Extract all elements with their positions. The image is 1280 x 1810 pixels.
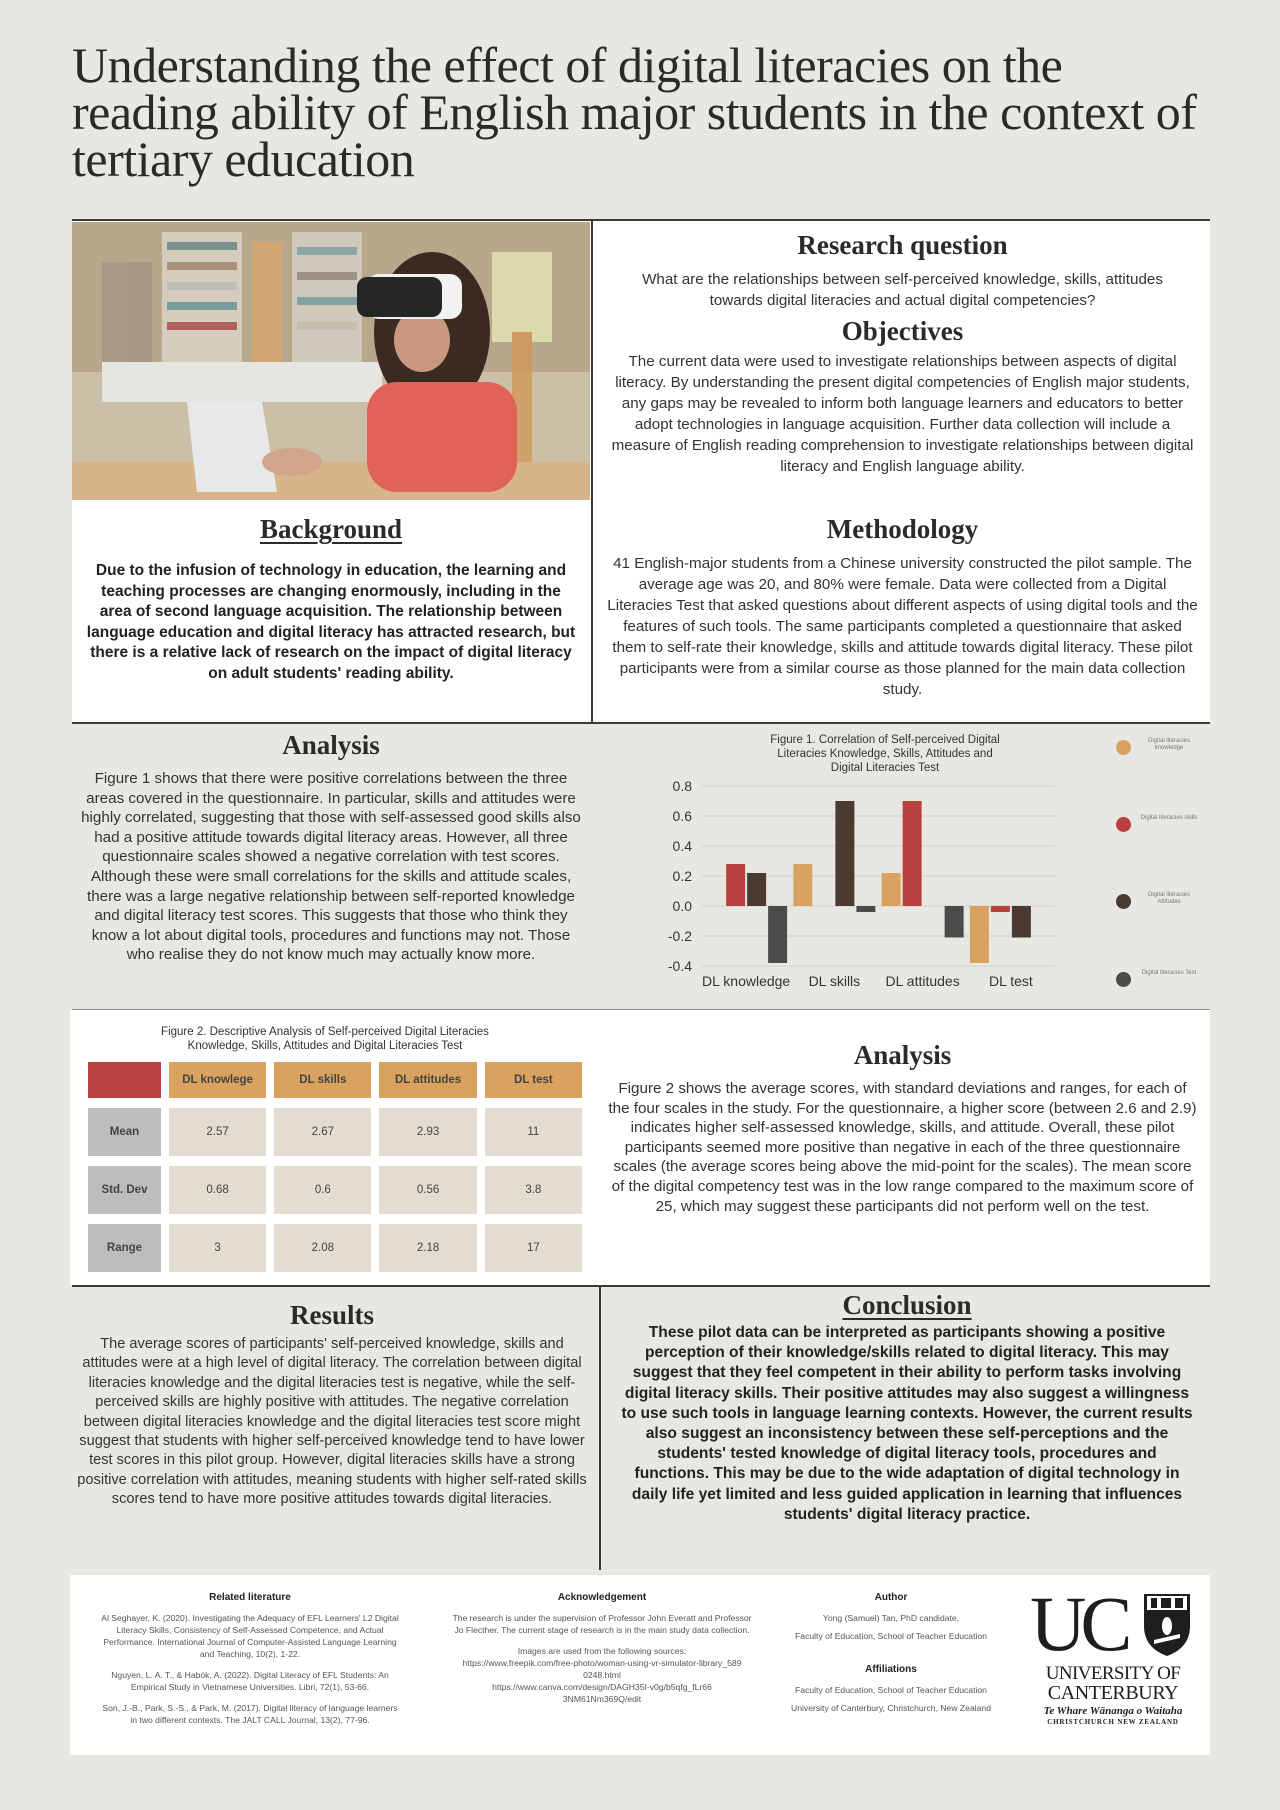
image-source-link[interactable]: https://www.canva.com/design/DAGH35I-v0g/b5qfg_fLr663NM61Nm369Q/edit xyxy=(492,1682,712,1704)
legend-label: Digital literacies knowledge xyxy=(1147,738,1190,751)
bar-dl-attitudes-series-0 xyxy=(882,873,901,906)
objectives-heading: Objectives xyxy=(841,316,964,346)
logo-maori-name: Te Whare Wānanga o Waitaha xyxy=(1043,1705,1183,1717)
reference-item: Son, J.-B., Park, S.-S., & Park, M. (2017). Digital literacy of language learners in two different contexts. The JALT CALL Journal, 13(2), 77-96. xyxy=(102,1703,398,1725)
bar-dl-knowledge-series-2 xyxy=(747,873,766,906)
table-cell: 17 xyxy=(485,1224,582,1272)
legend-label: Digital literacies Test xyxy=(1141,970,1197,976)
analysis2-section xyxy=(600,1040,1205,1216)
y-tick-label: -0.2 xyxy=(667,928,692,944)
divider-vertical-lower xyxy=(599,1287,601,1570)
reference-item: Al Seghayer, K. (2020). Investigating the Adequacy of EFL Learners' L2 Digital Literacy Skills, Consistency of Self-Assessed Competence, and Actual Performance. International Journal of Computer-Assisted Language Learning and Teaching, 10(2), 1-22. xyxy=(101,1613,399,1659)
legend-label: Digital literacies Attitudes xyxy=(1147,892,1190,905)
table-header-cell: DL knowlege xyxy=(169,1062,266,1098)
x-category-label: DL knowledge xyxy=(702,973,791,989)
logo-name-line1: UNIVERSITY OF xyxy=(1045,1663,1181,1684)
results-heading: Results xyxy=(289,1300,374,1330)
results-section xyxy=(76,1300,588,1510)
acknowledgement xyxy=(442,1592,762,1705)
descriptive-table xyxy=(80,1052,590,1282)
author-block xyxy=(768,1592,1014,1714)
affiliation-line: Faculty of Education, School of Teacher Education xyxy=(795,1685,987,1695)
bar-dl-knowledge-series-1 xyxy=(726,864,745,906)
table-cell: 2.67 xyxy=(274,1108,371,1156)
y-tick-label: 0.4 xyxy=(672,838,692,854)
affiliation-line: University of Canterbury, Christchurch, New Zealand xyxy=(791,1703,991,1713)
table-cell: 2.93 xyxy=(379,1108,476,1156)
methodology-heading: Methodology xyxy=(826,514,979,544)
conclusion-section xyxy=(612,1290,1202,1525)
legend-swatch xyxy=(1116,817,1131,832)
x-category-label: DL test xyxy=(988,973,1033,989)
bar-dl-knowledge-series-3 xyxy=(768,906,787,963)
table-cell: 0.6 xyxy=(274,1166,371,1214)
legend-item xyxy=(1116,892,1206,922)
image-source-link[interactable]: https://www.freepik.com/free-photo/woman-using-vr-simulator-library_5890248.html xyxy=(462,1658,742,1680)
y-tick-label: 0.6 xyxy=(672,808,692,824)
table-header-row xyxy=(88,1062,582,1098)
logo-name-line2: CANTERBURY xyxy=(1047,1682,1179,1704)
divider-lower xyxy=(72,1285,1210,1287)
background-section xyxy=(72,514,590,684)
table-cell: 0.56 xyxy=(379,1166,476,1214)
research-question-heading: Research question xyxy=(797,230,1008,260)
x-category-label: DL attitudes xyxy=(885,973,960,989)
image-sources-label: Images are used from the following sources: xyxy=(517,1646,687,1656)
bar-dl-test-series-0 xyxy=(970,906,989,963)
results-text: The average scores of participants' self-perceived knowledge, skills and attitudes were at a high level of digital literacy. The correlation between digital literacies knowledge and the digital literacies test is negative, while the self-perceived skills are highly positive with attitudes. The negative correlation between digital literacies knowledge and the digital literacies test score might suggest that students with higher self-perceived knowledge tend to have lower test scores in this pilot group. However, digital literacies skills have a strong positive correlation with attitudes, meaning students with higher self-rated skills scores tend to have more positive attitudes towards digital literacies. xyxy=(77,1336,587,1508)
logo-location: CHRISTCHURCH NEW ZEALAND xyxy=(1047,1718,1179,1726)
table-row-label: Mean xyxy=(88,1108,161,1156)
table-cell: 2.18 xyxy=(379,1224,476,1272)
acknowledgement-heading: Acknowledgement xyxy=(557,1592,647,1603)
table-row-label: Std. Dev xyxy=(88,1166,161,1214)
objectives-text: The current data were used to investigate relationships between aspects of digital literacy. By understanding the present digital competencies of English major students, any gaps may be revealed to inform both language learners and educators to better adopt technologies in language acquisition. Further data collection will include a measure of English reading comprehension to investigate relationships between digital literacy and English language ability. xyxy=(611,353,1194,475)
reference-item: Nguyen, L. A. T., & Habók, A. (2022). Digital Literacy of EFL Students: An Empirical Study in Vietnamese Universities. Libri, 72(1), 53-66. xyxy=(111,1670,389,1692)
author-heading: Author xyxy=(874,1592,908,1603)
affiliations-heading: Affiliations xyxy=(865,1664,917,1675)
bar-dl-attitudes-series-3 xyxy=(945,906,964,938)
legend-label: Digital literacies skills xyxy=(1140,815,1198,821)
table-header-cell: DL skills xyxy=(274,1062,371,1098)
bar-dl-attitudes-series-1 xyxy=(903,801,922,906)
poster-title: Understanding the effect of digital literacies on the reading ability of English major students in the context of tertiary education xyxy=(72,37,1197,187)
bar-dl-skills-series-3 xyxy=(856,906,875,912)
analysis1-section xyxy=(76,730,586,965)
figure2-caption: Figure 2. Descriptive Analysis of Self-perceived Digital Literacies Knowledge, Skills, Attitudes and Digital Literacies Test xyxy=(161,1026,489,1052)
table-row xyxy=(88,1166,582,1214)
crest-icon xyxy=(1142,1592,1192,1658)
divider-middle xyxy=(72,722,1210,724)
legend-item xyxy=(1116,970,1206,1000)
related-literature xyxy=(100,1592,400,1726)
author-department: Faculty of Education, School of Teacher Education xyxy=(795,1631,987,1641)
legend-swatch xyxy=(1116,972,1131,987)
y-tick-label: 0.0 xyxy=(672,898,692,914)
bar-dl-skills-series-2 xyxy=(835,801,854,906)
legend-item xyxy=(1116,738,1206,768)
correlation-bar-chart xyxy=(650,770,1110,995)
divider-vertical-top xyxy=(591,221,593,723)
x-category-label: DL skills xyxy=(808,973,861,989)
conclusion-text: These pilot data can be interpreted as participants showing a positive perception of their knowledge/skills related to digital literacy. This may suggest that they feel competent in their ability to perform tasks involving digital literacy skills. Their positive attitudes may also suggest a willingness to use such tools in language learning contexts. However, the current results also suggest an inconsistency between these self-perceptions and the students' tested knowledge of digital literacy tools, procedures and functions. This may be due to the wide adaptation of digital technology in daily life yet limited and less guided application in learning that influences students' digital literacy practice. xyxy=(621,1324,1193,1523)
woman-vr-headset-photo xyxy=(72,222,590,500)
figure1-caption: Figure 1. Correlation of Self-perceived Digital Literacies Knowledge, Skills, Attitudes and Digital Literacies Test xyxy=(770,734,1000,774)
table-cell: 2.57 xyxy=(169,1108,266,1156)
y-tick-label: 0.2 xyxy=(672,868,692,884)
university-logo xyxy=(1028,1580,1198,1726)
analysis1-heading: Analysis xyxy=(282,730,380,760)
table-cell: 0.68 xyxy=(169,1166,266,1214)
bar-dl-skills-series-0 xyxy=(793,864,812,906)
legend-item xyxy=(1116,815,1206,845)
acknowledgement-text: The research is under the supervision of Professor John Everatt and Professor Jo Flecther. The current stage of research is in the main study data collection. xyxy=(452,1613,752,1635)
background-text: Due to the infusion of technology in education, the learning and teaching processes are changing enormously, including in the area of second language acquisition. The relationship between language education and digital literacy has attracted research, but there is a relative lack of research on the impact of digital literacy on adult students' reading ability. xyxy=(86,562,576,682)
table-cell: 3 xyxy=(169,1224,266,1272)
bar-dl-test-series-1 xyxy=(991,906,1010,912)
table-cell: 3.8 xyxy=(485,1166,582,1214)
logo-mark: UC xyxy=(1030,1580,1127,1667)
legend-swatch xyxy=(1116,740,1131,755)
methodology-text: 41 English-major students from a Chinese university constructed the pilot sample. The average age was 20, and 80% were female. Data were collected from a Digital Literacies Test that asked questions about different aspects of using digital tools and the features of such tools. The same participants completed a questionnaire that asked them to self-rate their knowledge, skills and attitude towards digital literacy. These pilot participants were from a similar course as those planned for the main data collection study. xyxy=(607,555,1198,698)
y-tick-label: 0.8 xyxy=(672,778,692,794)
table-corner-cell xyxy=(88,1062,161,1098)
legend-swatch xyxy=(1116,894,1131,909)
table-cell: 11 xyxy=(485,1108,582,1156)
bar-dl-test-series-2 xyxy=(1012,906,1031,938)
table-header-cell: DL test xyxy=(485,1062,582,1098)
table-header-cell: DL attitudes xyxy=(379,1062,476,1098)
research-question-text: What are the relationships between self-perceived knowledge, skills, attitudes towards digital literacies and actual digital competencies? xyxy=(642,271,1163,309)
table-row-label: Range xyxy=(88,1224,161,1272)
table-row xyxy=(88,1224,582,1272)
analysis1-text: Figure 1 shows that there were positive correlations between the three areas covered in the questionnaire. In particular, skills and attitudes were highly correlated, suggesting that those with self-assessed good skills also had a positive attitude towards digital literacy areas. However, all three questionnaire scales showed a negative correlation with test scores. Although these were small correlations for the skills and attitude scales, there was a large negative relationship between self-reported knowledge and digital literacy test scores. This suggests that those who think they know a lot about digital tools, procedures and functions may not. Those who realise they do not know much may actually know more. xyxy=(81,770,581,964)
conclusion-heading: Conclusion xyxy=(842,1290,972,1320)
author-name: Yong (Samuel) Tan, PhD candidate, xyxy=(822,1613,960,1623)
table-cell: 2.08 xyxy=(274,1224,371,1272)
table-row xyxy=(88,1108,582,1156)
research-question-section xyxy=(600,230,1205,311)
methodology-section xyxy=(600,514,1205,700)
y-tick-label: -0.4 xyxy=(667,958,692,974)
analysis2-text: Figure 2 shows the average scores, with standard deviations and ranges, for each of the four scales in the study. For the questionnaire, a higher score (between 2.6 and 2.9) indicates higher self-assessed knowledge, skills, and attitude. Overall, these pilot participants seemed more positive than negative in each of the three questionnaire scales (the average scores being above the mid-point for the scales). The mean score of the digital competency test was in the low range compared to the maximum score of 25, which may suggest these participants did not perform well on the test. xyxy=(608,1080,1197,1215)
background-heading: Background xyxy=(259,514,403,544)
objectives-section xyxy=(600,316,1205,477)
literature-heading: Related literature xyxy=(209,1592,291,1603)
analysis2-heading: Analysis xyxy=(853,1040,952,1070)
